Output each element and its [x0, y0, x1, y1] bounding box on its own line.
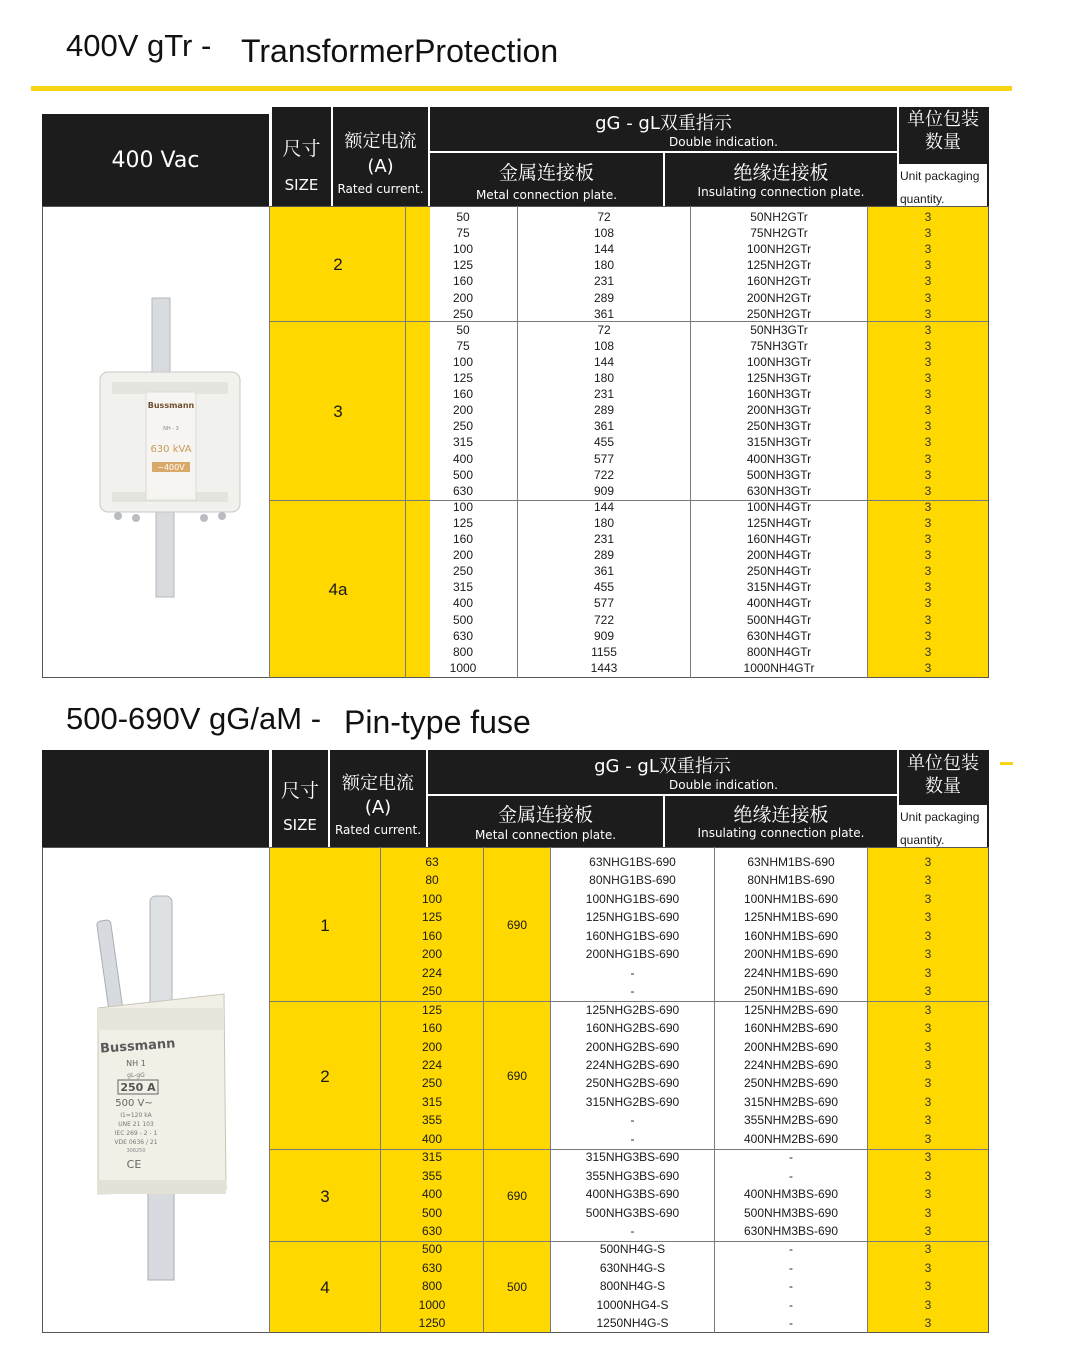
rated-current-cell: 315	[421, 1094, 443, 1109]
metal-part-no-cell: -	[630, 965, 635, 980]
insulating-part-no-cell: 315NH4GTr	[746, 580, 812, 595]
qty-cell: 3	[924, 644, 932, 659]
insulating-part-no-cell: 250NH4GTr	[746, 564, 812, 579]
insulating-part-no-cell: 160NH4GTr	[746, 532, 812, 546]
rated-current-cell: 125	[452, 258, 474, 273]
rated-current-cell: 100	[452, 242, 474, 257]
qty-cell: 3	[924, 258, 932, 273]
metal-amps-cell: 1155	[591, 644, 617, 659]
rated-current-cell: 800	[452, 644, 474, 659]
qty-cell: 3	[924, 306, 932, 321]
insulating-part-no-cell: 630NH4GTr	[746, 628, 812, 643]
photo2-line6: VDE 0636 / 21	[114, 1139, 158, 1146]
qty-cell: 3	[924, 210, 932, 224]
insulating-part-no-cell: 630NHM3BS-690	[743, 1224, 839, 1238]
metal-amps-cell: 72	[597, 322, 611, 337]
metal-plate-header-cn: 金属连接板	[497, 804, 593, 826]
qty-cell: 3	[924, 1131, 932, 1146]
photo1-rating: 630 kVA	[150, 444, 192, 455]
insulating-part-no-cell: 160NHM1BS-690	[743, 928, 839, 943]
insulating-part-no-cell: 1000NH4GTr	[743, 660, 815, 675]
qty-cell: 3	[924, 451, 932, 466]
rated-header-en: Rated current.	[334, 823, 422, 837]
photo2-line7: 306250	[126, 1148, 146, 1154]
size-label: 2	[333, 255, 343, 274]
metal-part-no-cell: 355NHG3BS-690	[585, 1168, 680, 1183]
insulating-part-no-cell: -	[789, 1316, 793, 1331]
rated-current-cell: 315	[421, 1150, 443, 1165]
insulating-part-no-cell: 500NHM3BS-690	[743, 1205, 839, 1220]
section2-header-left	[42, 750, 269, 847]
rated-current-cell: 250	[452, 419, 474, 434]
metal-amps-cell: 289	[593, 548, 615, 563]
insulating-part-no-cell: 100NH2GTr	[746, 242, 812, 257]
rated-current-cell: 1000	[449, 660, 477, 675]
metal-amps-cell: 108	[593, 226, 615, 241]
qty-cell: 3	[924, 660, 932, 675]
voltage-cell: 690	[506, 1188, 528, 1203]
qty-cell: 3	[924, 580, 932, 595]
metal-amps-cell: 180	[593, 258, 615, 273]
metal-amps-cell: 289	[593, 290, 615, 305]
qty-header-en-2: quantity.	[900, 192, 945, 206]
metal-amps-cell: 361	[593, 419, 615, 434]
rated-current-cell: 1000	[418, 1297, 446, 1312]
rated-current-cell: 125	[421, 910, 443, 925]
rated-current-cell: 630	[421, 1260, 443, 1275]
metal-part-no-cell: 125NHG1BS-690	[585, 910, 680, 925]
qty-cell: 3	[924, 242, 932, 257]
rated-current-cell: 50	[456, 210, 470, 224]
metal-part-no-cell: 80NHG1BS-690	[589, 873, 676, 888]
qty-header-en-2: quantity.	[900, 833, 945, 847]
rated-current-cell: 63	[425, 855, 439, 869]
size-label: 2	[320, 1066, 330, 1086]
qty-cell: 3	[924, 947, 932, 962]
rated-current-cell: 400	[452, 596, 474, 611]
rated-header-unit: (A)	[364, 797, 392, 818]
rated-current-cell: 125	[452, 515, 474, 530]
metal-amps-cell: 455	[593, 435, 615, 450]
section2-title-voltage: 500-690V gG/aM -	[66, 701, 322, 736]
rated-current-cell: 75	[456, 338, 470, 353]
rated-current-cell: 315	[452, 435, 474, 450]
rated-current-cell: 200	[452, 403, 474, 418]
insulating-part-no-cell: 160NH2GTr	[746, 274, 812, 289]
insulating-plate-header-cn: 绝缘连接板	[733, 804, 829, 826]
group-header-cn: gG - gL双重指示	[594, 756, 731, 777]
qty-cell: 3	[924, 1057, 932, 1072]
insulating-part-no-cell: 250NH2GTr	[746, 306, 812, 321]
qty-cell: 3	[924, 628, 932, 643]
qty-cell: 3	[924, 515, 932, 530]
qty-cell: 3	[924, 322, 932, 337]
qty-header-en-1: Unit packaging	[900, 169, 980, 183]
qty-cell: 3	[924, 928, 932, 943]
rated-current-cell: 250	[452, 306, 474, 321]
insulating-part-no-cell: 125NH2GTr	[746, 258, 812, 273]
rated-header-en: Rated current.	[337, 182, 424, 196]
qty-cell: 3	[924, 354, 932, 369]
insulating-part-no-cell: 500NH3GTr	[746, 467, 812, 482]
insulating-part-no-cell: 200NH3GTr	[746, 403, 812, 418]
qty-cell: 3	[924, 435, 932, 450]
metal-amps-cell: 722	[593, 467, 615, 482]
rated-header-cn: 额定电流	[344, 131, 417, 152]
metal-part-no-cell: 200NHG1BS-690	[585, 947, 680, 962]
rated-current-cell: 100	[452, 499, 474, 514]
fuse-photo-nh1	[76, 890, 246, 1290]
size-label: 3	[333, 402, 343, 421]
rated-current-cell: 100	[421, 891, 443, 906]
insulating-part-no-cell: 200NH4GTr	[746, 548, 812, 563]
qty-cell: 3	[924, 403, 932, 418]
size-header-en: SIZE	[283, 816, 317, 834]
rated-current-cell: 160	[452, 274, 474, 289]
rated-current-cell: 125	[421, 1002, 443, 1017]
insulating-part-no-cell: 224NHM1BS-690	[743, 965, 839, 980]
insulating-part-no-cell: 125NHM2BS-690	[743, 1002, 839, 1017]
voltage-cell: 500	[506, 1280, 528, 1294]
metal-part-no-cell: 1250NH4G-S	[596, 1316, 669, 1331]
rated-current-cell: 1250	[418, 1316, 446, 1331]
photo2-rating: 250 A	[120, 1081, 156, 1094]
photo2-line3: I1=120 kA	[120, 1112, 152, 1119]
metal-amps-cell: 231	[593, 274, 615, 289]
metal-amps-cell: 361	[593, 564, 615, 579]
qty-cell: 3	[924, 1316, 932, 1331]
metal-amps-cell: 108	[593, 338, 615, 353]
size-label: 1	[320, 915, 330, 935]
qty-cell: 3	[924, 564, 932, 579]
metal-amps-cell: 180	[593, 515, 615, 530]
section2-accent	[1000, 762, 1013, 765]
rated-header-cn: 额定电流	[342, 773, 414, 794]
voltage-cell: 690	[506, 1068, 528, 1083]
insulating-part-no-cell: 200NHM1BS-690	[743, 947, 839, 962]
rated-current-cell: 500	[421, 1242, 443, 1257]
qty-cell: 3	[924, 1187, 932, 1202]
rated-current-cell: 160	[452, 532, 474, 546]
metal-part-no-cell: -	[630, 1113, 635, 1128]
insulating-part-no-cell: 125NHM1BS-690	[743, 910, 839, 925]
rated-current-cell: 355	[421, 1168, 443, 1183]
qty-cell: 3	[924, 532, 932, 546]
rated-current-cell: 500	[452, 467, 474, 482]
fuse-photo-nh3	[90, 292, 250, 602]
rated-current-cell: 75	[456, 226, 470, 241]
insulating-part-no-cell: 250NHM1BS-690	[743, 984, 839, 999]
insulating-part-no-cell: 200NH2GTr	[746, 290, 812, 305]
qty-cell: 3	[924, 1205, 932, 1220]
qty-cell: 3	[924, 274, 932, 289]
section1-title-voltage: 400V gTr -	[66, 28, 212, 63]
qty-cell: 3	[924, 338, 932, 353]
insulating-part-no-cell: 160NHM2BS-690	[743, 1021, 839, 1036]
metal-part-no-cell: 315NHG2BS-690	[585, 1094, 680, 1109]
metal-amps-cell: 577	[593, 596, 615, 611]
photo2-voltage: 500 V~	[115, 1098, 153, 1109]
metal-amps-cell: 1443	[590, 660, 618, 675]
metal-part-no-cell: 100NHG1BS-690	[585, 891, 680, 906]
qty-cell: 3	[924, 387, 932, 402]
rated-current-cell: 50	[456, 322, 470, 337]
photo2-line5: IEC 269 - 2 - 1	[114, 1130, 158, 1137]
qty-cell: 3	[924, 483, 932, 498]
rated-current-cell: 315	[452, 580, 474, 595]
rated-current-cell: 200	[452, 548, 474, 563]
insulating-part-no-cell: 63NHM1BS-690	[747, 855, 835, 869]
qty-cell: 3	[924, 290, 932, 305]
qty-header-cn-1: 单位包装	[907, 753, 979, 774]
rated-current-cell: 224	[421, 965, 443, 980]
rated-current-cell: 200	[421, 1039, 443, 1054]
section2-title-name: Pin-type fuse	[344, 704, 531, 740]
insulating-part-no-cell: 100NHM1BS-690	[743, 891, 839, 906]
metal-part-no-cell: 630NH4G-S	[599, 1260, 666, 1275]
qty-cell: 3	[924, 1076, 932, 1091]
qty-cell: 3	[924, 965, 932, 980]
insulating-part-no-cell: 200NHM2BS-690	[743, 1039, 839, 1054]
qty-cell: 3	[924, 1279, 932, 1294]
insulating-plate-header-en: Insulating connection plate.	[697, 185, 865, 199]
insulating-part-no-cell: -	[789, 1260, 793, 1275]
rated-current-cell: 250	[421, 1076, 443, 1091]
insulating-part-no-cell: 250NH3GTr	[746, 419, 812, 434]
rated-current-cell: 800	[421, 1279, 443, 1294]
rated-header-unit: (A)	[367, 156, 394, 177]
metal-part-no-cell: 250NHG2BS-690	[585, 1076, 680, 1091]
qty-cell: 3	[924, 1242, 932, 1257]
insulating-part-no-cell: -	[789, 1279, 793, 1294]
photo2-line4: UNE 21 103	[118, 1121, 154, 1128]
metal-part-no-cell: 800NH4G-S	[599, 1279, 666, 1294]
rated-current-cell: 160	[452, 387, 474, 402]
qty-cell: 3	[924, 855, 932, 869]
rated-current-cell: 224	[421, 1057, 443, 1072]
metal-amps-cell: 909	[593, 628, 615, 643]
rated-current-cell: 80	[425, 873, 439, 888]
qty-header-cn-1: 单位包装	[907, 109, 979, 130]
metal-amps-cell: 180	[593, 371, 615, 385]
group-header-cn: gG - gL双重指示	[595, 113, 732, 134]
metal-amps-cell: 231	[593, 532, 615, 546]
metal-amps-cell: 231	[593, 387, 615, 402]
qty-cell: 3	[924, 1113, 932, 1128]
metal-amps-cell: 455	[593, 580, 615, 595]
metal-part-no-cell: 1000NHG4-S	[596, 1297, 669, 1312]
metal-amps-cell: 289	[593, 403, 615, 418]
rated-current-cell: 400	[421, 1187, 443, 1202]
insulating-plate-header-cn: 绝缘连接板	[733, 162, 829, 184]
rated-current-cell: 160	[421, 1021, 443, 1036]
insulating-part-no-cell: -	[789, 1168, 793, 1183]
insulating-part-no-cell: 500NH4GTr	[746, 612, 812, 627]
metal-amps-cell: 577	[593, 451, 615, 466]
qty-cell: 3	[924, 1168, 932, 1183]
size-header-en: SIZE	[284, 176, 319, 194]
metal-part-no-cell: 200NHG2BS-690	[585, 1039, 680, 1054]
insulating-part-no-cell: -	[789, 1150, 793, 1165]
metal-part-no-cell: 63NHG1BS-690	[589, 855, 676, 869]
qty-cell: 3	[924, 419, 932, 434]
qty-cell: 3	[924, 548, 932, 563]
size-header-cn: 尺寸	[280, 780, 319, 802]
qty-header-cn-2: 数量	[925, 776, 961, 797]
size-label: 3	[320, 1186, 330, 1206]
insulating-part-no-cell: 75NH2GTr	[750, 226, 808, 241]
metal-part-no-cell: 160NHG1BS-690	[585, 928, 680, 943]
insulating-part-no-cell: 800NH4GTr	[746, 644, 812, 659]
voltage-label: 400 Vac	[111, 148, 200, 173]
insulating-part-no-cell: 100NH3GTr	[746, 354, 812, 369]
section1-divider	[31, 86, 1012, 91]
insulating-part-no-cell: 400NH3GTr	[746, 451, 812, 466]
photo2-line1: NH 1	[126, 1059, 146, 1068]
rated-current-cell: 200	[421, 947, 443, 962]
rated-current-cell: 630	[452, 483, 474, 498]
rated-current-cell: 250	[452, 564, 474, 579]
metal-part-no-cell: 315NHG3BS-690	[585, 1150, 680, 1165]
qty-cell: 3	[924, 612, 932, 627]
metal-amps-cell: 722	[593, 612, 615, 627]
rated-current-cell: 630	[421, 1224, 443, 1238]
qty-cell: 3	[924, 1021, 932, 1036]
qty-cell: 3	[924, 1260, 932, 1275]
size-label: 4	[320, 1278, 330, 1297]
metal-amps-cell: 144	[593, 354, 615, 369]
photo2-line2: gL-gG	[127, 1072, 145, 1079]
qty-cell: 3	[924, 1094, 932, 1109]
section1-title-name: TransformerProtection	[241, 33, 559, 69]
metal-plate-header-en: Metal connection plate.	[475, 188, 618, 202]
qty-cell: 3	[924, 1002, 932, 1017]
insulating-part-no-cell: 400NHM3BS-690	[743, 1187, 839, 1202]
insulating-part-no-cell: 315NHM2BS-690	[743, 1094, 839, 1109]
qty-cell: 3	[924, 596, 932, 611]
qty-cell: 3	[924, 499, 932, 514]
qty-cell: 3	[924, 891, 932, 906]
photo1-line1: NH - 3	[163, 426, 179, 432]
size-header-cn: 尺寸	[282, 138, 321, 160]
insulating-part-no-cell: -	[789, 1242, 793, 1257]
qty-header-cn-2: 数量	[925, 132, 961, 153]
rated-current-cell: 355	[421, 1113, 443, 1128]
rated-current-cell: 400	[452, 451, 474, 466]
metal-plate-header-en: Metal connection plate.	[474, 828, 617, 842]
rated-current-cell: 125	[452, 371, 474, 385]
insulating-part-no-cell: 315NH3GTr	[746, 435, 812, 450]
insulating-part-no-cell: 355NHM2BS-690	[743, 1113, 839, 1128]
metal-part-no-cell: 500NHG3BS-690	[585, 1205, 680, 1220]
rated-current-cell: 500	[452, 612, 474, 627]
rated-current-cell: 630	[452, 628, 474, 643]
insulating-part-no-cell: 160NH3GTr	[746, 387, 812, 402]
metal-amps-cell: 72	[597, 210, 611, 224]
metal-part-no-cell: 400NHG3BS-690	[585, 1187, 680, 1202]
insulating-part-no-cell: 224NHM2BS-690	[743, 1057, 839, 1072]
qty-cell: 3	[924, 1224, 932, 1238]
insulating-part-no-cell: 400NH4GTr	[746, 596, 812, 611]
qty-cell: 3	[924, 1150, 932, 1165]
photo1-brand: Bussmann	[147, 401, 195, 410]
metal-amps-cell: 909	[593, 483, 615, 498]
photo2-ce-mark: CE	[126, 1158, 142, 1171]
rated-current-cell: 100	[452, 354, 474, 369]
insulating-part-no-cell: 125NH4GTr	[746, 515, 812, 530]
insulating-part-no-cell: 100NH4GTr	[746, 499, 812, 514]
qty-cell: 3	[924, 226, 932, 241]
metal-plate-header-cn: 金属连接板	[498, 162, 594, 184]
section1-size-column	[270, 207, 430, 677]
insulating-part-no-cell: 75NH3GTr	[750, 338, 808, 353]
size-label: 4a	[328, 580, 348, 599]
insulating-part-no-cell: 630NH3GTr	[746, 483, 812, 498]
metal-part-no-cell: -	[630, 1224, 635, 1238]
rated-current-cell: 160	[421, 928, 443, 943]
metal-amps-cell: 144	[593, 499, 615, 514]
rated-current-cell: 400	[421, 1131, 443, 1146]
voltage-cell: 690	[506, 917, 528, 932]
rated-current-cell: 500	[421, 1205, 443, 1220]
metal-part-no-cell: -	[630, 984, 635, 999]
insulating-part-no-cell: -	[789, 1297, 793, 1312]
insulating-part-no-cell: 80NHM1BS-690	[747, 873, 835, 888]
qty-cell: 3	[924, 873, 932, 888]
metal-part-no-cell: 160NHG2BS-690	[585, 1021, 680, 1036]
group-header-en: Double indication.	[669, 778, 778, 792]
insulating-part-no-cell: 250NHM2BS-690	[743, 1076, 839, 1091]
metal-amps-cell: 361	[593, 306, 615, 321]
qty-cell: 3	[924, 910, 932, 925]
photo1-voltage: ~400V	[157, 463, 185, 472]
metal-part-no-cell: 224NHG2BS-690	[585, 1057, 680, 1072]
rated-current-cell: 200	[452, 290, 474, 305]
insulating-part-no-cell: 400NHM2BS-690	[743, 1131, 839, 1146]
qty-cell: 3	[924, 371, 932, 385]
insulating-part-no-cell: 50NH3GTr	[750, 322, 808, 337]
qty-cell: 3	[924, 1039, 932, 1054]
metal-part-no-cell: 125NHG2BS-690	[585, 1002, 680, 1017]
photo2-brand: Bussmann	[99, 1036, 176, 1057]
qty-cell: 3	[924, 467, 932, 482]
insulating-plate-header-en: Insulating connection plate.	[697, 826, 865, 840]
qty-cell: 3	[924, 984, 932, 999]
insulating-part-no-cell: 125NH3GTr	[746, 371, 812, 385]
qty-cell: 3	[924, 1297, 932, 1312]
metal-part-no-cell: 500NH4G-S	[599, 1242, 666, 1257]
qty-header-en-1: Unit packaging	[900, 810, 980, 824]
rated-current-cell: 250	[421, 984, 443, 999]
insulating-part-no-cell: 50NH2GTr	[750, 210, 808, 224]
group-header-en: Double indication.	[669, 135, 778, 149]
metal-amps-cell: 144	[593, 242, 615, 257]
metal-part-no-cell: -	[630, 1131, 635, 1146]
